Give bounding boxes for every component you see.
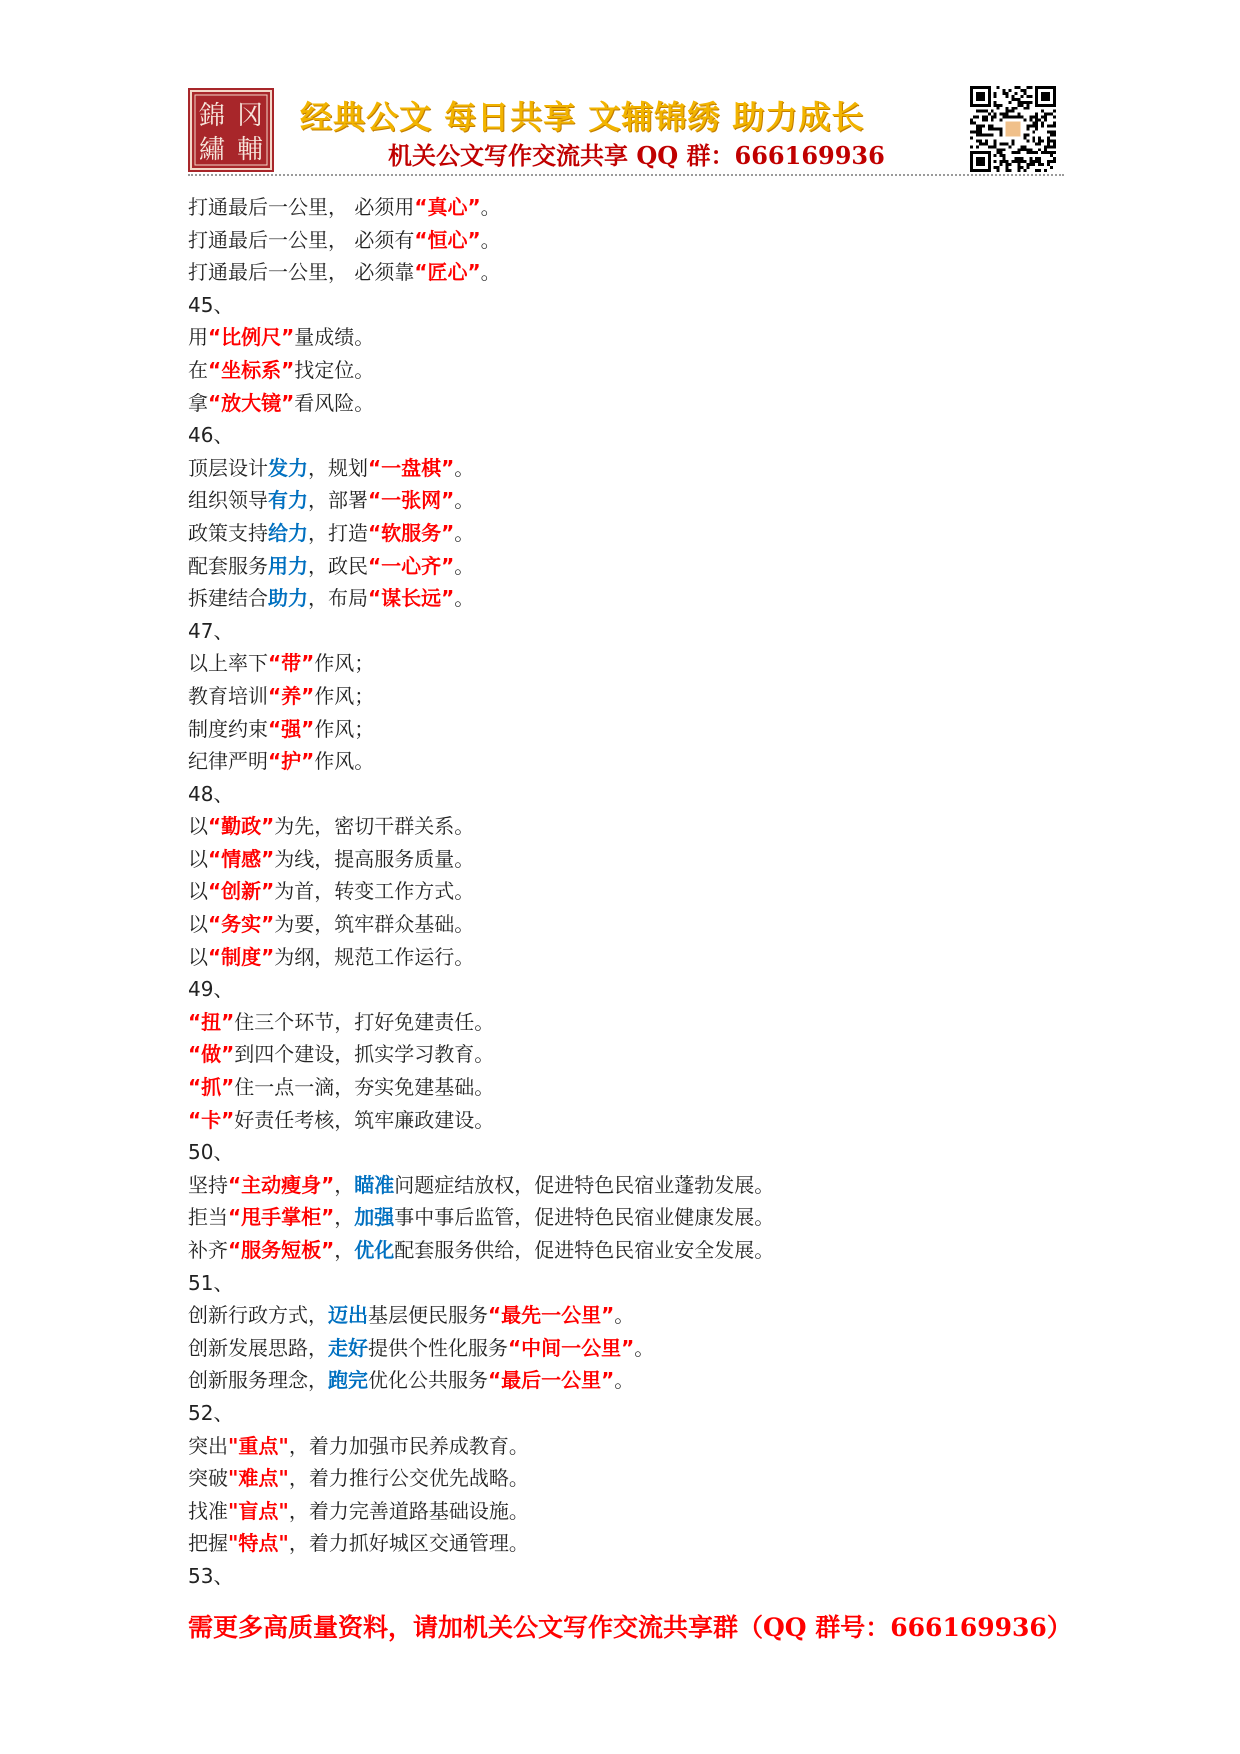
text-segment: 住一点一滴，夯实免建基础。	[234, 1075, 495, 1100]
page-header	[188, 86, 1064, 176]
text-segment: ，着力抓好城区交通管理。	[288, 1531, 529, 1556]
footer-note: 需更多高质量资料，请加机关公文写作交流共享群（QQ 群号：666169936）	[188, 1613, 1072, 1642]
highlight-blue: 跑完	[328, 1368, 368, 1393]
text-segment: 49、	[188, 977, 234, 1002]
text-line	[188, 1071, 1088, 1104]
seal-char: 冈	[236, 101, 264, 131]
text-line	[188, 1397, 1088, 1430]
qr-code-icon	[970, 86, 1056, 172]
highlight-red: “服务短板”	[228, 1238, 335, 1262]
text-segment: ，	[334, 1172, 355, 1197]
text-line	[188, 582, 1088, 615]
text-segment: 。	[454, 586, 475, 611]
text-segment: 以	[188, 879, 208, 904]
highlight-red: “谋长远”	[368, 586, 455, 611]
text-segment: 问题症结放权，促进特色民宿业蓬勃发展。	[394, 1172, 775, 1197]
highlight-red: “养”	[268, 683, 315, 708]
highlight-red: “情感”	[208, 846, 275, 871]
text-segment: 坚持	[188, 1172, 228, 1197]
text-segment: 拒当	[188, 1205, 228, 1230]
text-segment: 为要，筑牢群众基础。	[274, 912, 475, 937]
text-line	[188, 1234, 1088, 1267]
highlight-red: “务实”	[208, 912, 275, 937]
text-line	[188, 1560, 1088, 1593]
text-line	[188, 1136, 1088, 1169]
highlight-red: “甩手掌柜”	[228, 1205, 335, 1230]
seal-char: 繡	[198, 135, 226, 165]
text-segment: 突破	[188, 1466, 228, 1491]
highlight-red: “护”	[268, 749, 315, 774]
text-segment: 51、	[188, 1270, 234, 1295]
seal-logo	[188, 88, 274, 172]
text-segment: 打通最后一公里， 必须有	[188, 227, 415, 252]
text-segment: 补齐	[188, 1238, 228, 1262]
text-segment: 突出	[188, 1433, 228, 1458]
text-line	[188, 973, 1088, 1006]
text-segment: 基层便民服务	[368, 1303, 488, 1328]
text-line	[188, 875, 1088, 908]
highlight-red: “带”	[268, 651, 315, 676]
highlight-blue: 加强	[354, 1205, 395, 1230]
text-line	[188, 1201, 1088, 1234]
text-line	[188, 1006, 1088, 1039]
text-segment: 。	[480, 227, 501, 252]
text-line	[188, 647, 1088, 680]
highlight-red: “一张网”	[368, 488, 455, 513]
text-segment: ，布局	[308, 586, 368, 611]
text-segment: 。	[454, 520, 475, 545]
text-line	[188, 1332, 1088, 1365]
text-segment: 找准	[188, 1498, 228, 1523]
highlight-red: “放大镜”	[208, 390, 295, 415]
text-segment: 优化公共服务	[368, 1368, 488, 1393]
text-segment: 拿	[188, 390, 208, 415]
text-line	[188, 1267, 1088, 1300]
text-line	[188, 517, 1088, 550]
text-line	[188, 484, 1088, 517]
text-line	[188, 224, 1088, 257]
text-segment: 政策支持	[188, 520, 268, 545]
highlight-red: “一盘棋”	[368, 455, 455, 480]
seal-char: 錦	[198, 101, 226, 131]
text-line	[188, 452, 1088, 485]
highlight-red: “扭”	[188, 1009, 235, 1034]
text-line	[188, 1430, 1088, 1463]
text-segment: 以	[188, 846, 208, 871]
text-line	[188, 713, 1088, 746]
text-segment: 创新发展思路，	[188, 1335, 328, 1360]
text-segment: 。	[454, 455, 475, 480]
text-segment: 配套服务	[188, 553, 268, 578]
text-segment: 以	[188, 944, 208, 969]
text-segment: 。	[480, 260, 501, 285]
highlight-red: “创新”	[208, 879, 275, 904]
highlight-red: “中间一公里”	[508, 1335, 635, 1360]
text-line	[188, 419, 1088, 452]
text-segment: 50、	[188, 1140, 234, 1165]
text-segment: 46、	[188, 423, 234, 448]
text-line	[188, 256, 1088, 289]
highlight-blue: 迈出	[328, 1303, 368, 1328]
text-segment: 。	[454, 553, 475, 578]
text-line	[188, 745, 1088, 778]
highlight-blue: 发力	[268, 455, 308, 480]
text-segment: 找定位。	[294, 357, 375, 382]
text-line	[188, 289, 1088, 322]
text-segment: 看风险。	[294, 390, 375, 415]
text-segment: 为首，转变工作方式。	[274, 879, 475, 904]
text-line	[188, 941, 1088, 974]
highlight-red: “恒心”	[414, 227, 481, 252]
text-line	[188, 680, 1088, 713]
text-segment: 事中事后监管，促进特色民宿业健康发展。	[394, 1205, 775, 1230]
text-line	[188, 321, 1088, 354]
text-segment: 为纲，规范工作运行。	[274, 944, 475, 969]
text-segment: ，部署	[308, 488, 368, 513]
text-segment: 创新服务理念，	[188, 1368, 328, 1393]
highlight-red: “抓”	[188, 1075, 235, 1100]
text-segment: 48、	[188, 781, 234, 806]
text-line	[188, 1462, 1088, 1495]
text-segment: 53、	[188, 1563, 234, 1588]
highlight-red: “软服务”	[368, 520, 455, 545]
highlight-blue: 有力	[268, 488, 308, 513]
text-segment: 。	[614, 1303, 635, 1328]
text-line	[188, 1038, 1088, 1071]
text-segment: 用	[188, 325, 208, 350]
highlight-red: "特点"	[228, 1531, 289, 1556]
text-segment: 把握	[188, 1531, 228, 1556]
text-segment: ，着力加强市民养成教育。	[288, 1433, 529, 1458]
highlight-blue: 助力	[268, 586, 308, 611]
seal-char: 輔	[236, 135, 264, 165]
text-segment: 。	[634, 1335, 655, 1360]
highlight-red: "重点"	[228, 1433, 289, 1458]
text-segment: 为线，提高服务质量。	[274, 846, 475, 871]
text-segment: 到四个建设，抓实学习教育。	[234, 1042, 495, 1067]
highlight-red: “强”	[268, 716, 315, 741]
text-segment: 作风；	[314, 651, 375, 676]
text-segment: ，	[334, 1238, 355, 1262]
text-line	[188, 1364, 1088, 1397]
text-segment: 。	[614, 1368, 635, 1393]
text-segment: ，规划	[308, 455, 368, 480]
text-line	[188, 843, 1088, 876]
text-line	[188, 615, 1088, 648]
text-segment: 作风。	[314, 749, 375, 774]
text-line	[188, 1527, 1088, 1560]
text-segment: 。	[480, 195, 501, 219]
text-line	[188, 1169, 1088, 1202]
text-line	[188, 387, 1088, 420]
highlight-blue: 给力	[268, 520, 308, 545]
text-segment: 住三个环节，打好免建责任。	[234, 1009, 495, 1034]
highlight-red: “匠心”	[414, 260, 481, 285]
text-segment: ，着力完善道路基础设施。	[288, 1498, 529, 1523]
text-segment: 52、	[188, 1400, 234, 1425]
highlight-red: “制度”	[208, 944, 275, 969]
text-segment: 47、	[188, 618, 234, 643]
text-segment: 创新行政方式，	[188, 1303, 328, 1328]
text-segment: 打通最后一公里， 必须靠	[188, 260, 415, 285]
text-segment: 作风；	[314, 716, 375, 741]
text-segment: 制度约束	[188, 716, 268, 741]
text-line	[188, 1299, 1088, 1332]
text-line	[188, 354, 1088, 387]
text-line	[188, 1495, 1088, 1528]
text-segment: 为先，密切干群关系。	[274, 814, 475, 839]
text-segment: 教育培训	[188, 683, 268, 708]
text-segment: 组织领导	[188, 488, 268, 513]
text-segment: 拆建结合	[188, 586, 268, 611]
text-segment: 提供个性化服务	[368, 1335, 508, 1360]
text-segment: 好责任考核，筑牢廉政建设。	[234, 1107, 495, 1132]
highlight-red: “真心”	[414, 195, 481, 219]
text-line	[188, 550, 1088, 583]
text-segment: ，	[334, 1205, 355, 1230]
text-line	[188, 810, 1088, 843]
highlight-red: “比例尺”	[208, 325, 295, 350]
text-segment: 打通最后一公里， 必须用	[188, 195, 415, 219]
text-segment: 量成绩。	[294, 325, 375, 350]
text-segment: ，打造	[308, 520, 368, 545]
text-segment: ，着力推行公交优先战略。	[288, 1466, 529, 1491]
highlight-red: “最后一公里”	[488, 1368, 615, 1393]
document-body	[188, 191, 1088, 1593]
highlight-red: "难点"	[228, 1466, 289, 1491]
highlight-red: “坐标系”	[208, 357, 295, 382]
text-segment: 45、	[188, 292, 234, 317]
highlight-blue: 走好	[328, 1335, 368, 1360]
text-segment: 配套服务供给，促进特色民宿业安全发展。	[394, 1238, 775, 1262]
text-segment: 纪律严明	[188, 749, 268, 774]
highlight-red: “一心齐”	[368, 553, 455, 578]
highlight-blue: 用力	[268, 553, 308, 578]
text-line	[188, 191, 1088, 224]
text-segment: 在	[188, 357, 208, 382]
highlight-red: “做”	[188, 1042, 235, 1067]
header-qq-group: 机关公文写作交流共享 QQ 群：666169936	[388, 141, 885, 170]
text-line	[188, 778, 1088, 811]
text-line	[188, 1104, 1088, 1137]
highlight-red: “卡”	[188, 1107, 235, 1132]
text-segment: 作风；	[314, 683, 375, 708]
highlight-blue: 瞄准	[354, 1172, 395, 1197]
text-segment: 以	[188, 814, 208, 839]
text-segment: 以上率下	[188, 651, 268, 676]
header-divider	[188, 174, 1064, 176]
highlight-red: “主动瘦身”	[228, 1172, 335, 1197]
text-line	[188, 908, 1088, 941]
text-segment: 。	[454, 488, 475, 513]
text-segment: 以	[188, 912, 208, 937]
highlight-red: "盲点"	[228, 1498, 289, 1523]
header-slogan: 经典公文 每日共享 文辅锦绣 助力成长	[300, 98, 865, 136]
highlight-red: “最先一公里”	[488, 1303, 615, 1328]
text-segment: ，政民	[308, 553, 368, 578]
highlight-red: “勤政”	[208, 814, 275, 839]
highlight-blue: 优化	[354, 1238, 395, 1262]
text-segment: 顶层设计	[188, 455, 268, 480]
